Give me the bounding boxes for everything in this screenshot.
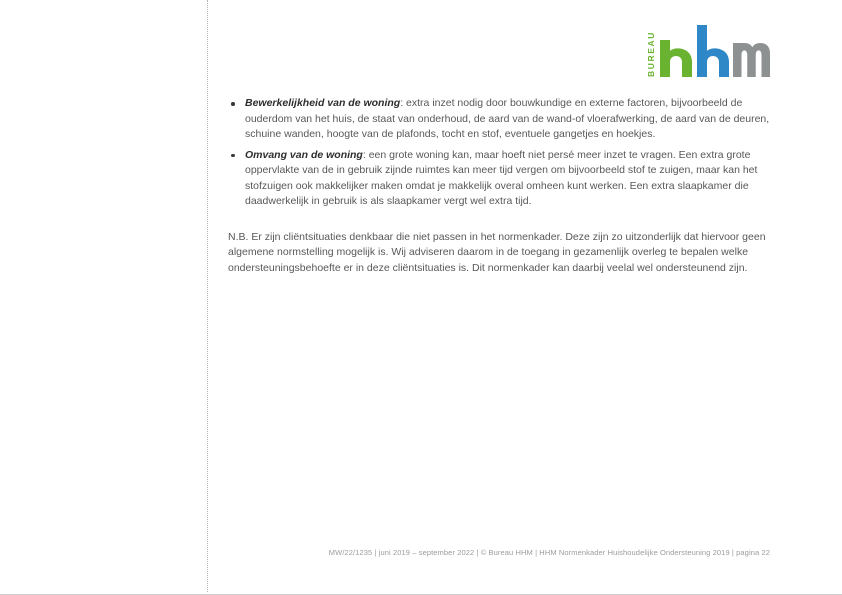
bureau-hhm-logo [644, 25, 772, 78]
logo-hhm-letters [660, 25, 770, 77]
page-footer: MW/22/1235 | juni 2019 – september 2022 | © Bureau HHM | HHM Normenkader Huishoudelijke Ondersteuning 2019 | pagina 22 [328, 548, 770, 557]
list-item [228, 148, 770, 210]
logo-letter-h-green [660, 40, 692, 77]
page-fold-divider [207, 0, 208, 592]
bullet-body-text: : een grote woning kan, maar hoeft niet persé meer inzet te vragen. Een extra grote oppervlakte van de in gebruik zijnde ruimtes kan meer tijd vergen om bijvoorbeeld stof te zuigen, maar kan het stofzuigen ook makkelijker maken omdat je makkelijk overal omheen kunt werken. Een extra slaapkamer die daadwerkelijk in gebruik is als slaapkamer vergt wel extra tijd. [245, 148, 758, 207]
list-item [228, 96, 770, 143]
bullet-icon [231, 102, 235, 106]
logo-letter-m-gray [733, 43, 770, 77]
page-body [228, 96, 770, 276]
bullet-lead-text: Bewerkelijkheid van de woning [245, 97, 401, 109]
logo-bureau-text: BUREAU [646, 31, 656, 77]
bullet-body-text: : extra inzet nodig door bouwkundige en externe factoren, bijvoorbeeld de ouderdom van het huis, de staat van onderhoud, de aard van de wand-of vloerafwerking, de aard van de deuren, schuine wanden, hoogte van de plafonds, tocht en stof, eventuele gangetjes en hoekjes. [245, 97, 770, 140]
nb-paragraph: N.B. Er zijn cliëntsituaties denkbaar die niet passen in het normenkader. Deze zijn zo uitzonderlijk dat hiervoor geen algemene normstelling mogelijk is. Wij adviseren daarom in de toegang in gezamenlijk overleg te bepalen welke ondersteuningsbehoefte er in deze cliëntsituaties is. Dit normenkader kan daarbij veelal wel ondersteunend zijn. [228, 230, 766, 274]
bullet-icon [231, 154, 235, 158]
logo-letter-h-blue [697, 25, 729, 77]
bullet-list [228, 96, 770, 210]
bullet-lead-text: Omvang van de woning [245, 148, 363, 161]
